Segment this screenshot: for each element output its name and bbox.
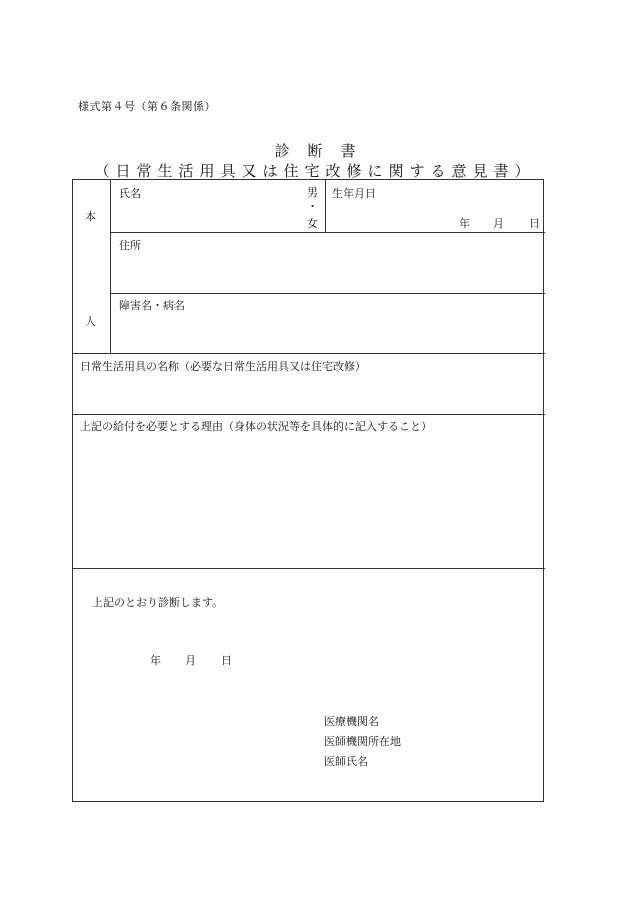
cert-year-label: 年	[150, 654, 161, 667]
certification-statement: 上記のとおり診断します。	[92, 596, 224, 609]
form-number: 様式第４号（第６条関係）	[78, 100, 216, 113]
row-divider-address	[110, 293, 545, 294]
address-label: 住所	[119, 239, 141, 252]
gender-female[interactable]: 女	[307, 217, 318, 230]
cert-day-label: 日	[221, 654, 232, 667]
name-label: 氏名	[119, 187, 141, 200]
row-divider-equipment	[73, 414, 545, 415]
doctor-name-label: 医師氏名	[324, 755, 368, 768]
disability-label: 障害名・病名	[119, 299, 185, 312]
row-divider-applicant	[73, 353, 545, 354]
equipment-label: 日常生活用具の名称（必要な日常生活用具又は住宅改修）	[80, 360, 366, 373]
name-birthdate-divider	[325, 180, 326, 233]
document-title: 診断書	[274, 142, 374, 160]
gender-male[interactable]: 男	[307, 186, 318, 199]
row-divider-name	[110, 232, 545, 233]
institution-address-label: 医師機関所在地	[324, 735, 401, 748]
document-subtitle: （日常生活用具又は住宅改修に関する意見書）	[94, 162, 536, 180]
birthdate-label: 生年月日	[332, 187, 376, 200]
cert-month-label: 月	[185, 654, 196, 667]
birth-day-label: 日	[529, 217, 540, 230]
applicant-label-top: 本	[85, 210, 96, 223]
applicant-label-bottom: 人	[85, 315, 96, 328]
birth-year-label: 年	[459, 217, 470, 230]
row-divider-reason	[73, 568, 545, 569]
form-table	[72, 179, 544, 802]
applicant-column-divider	[110, 180, 111, 353]
reason-label: 上記の給付を必要とする理由（身体の状況等を具体的に記入すること）	[80, 420, 432, 433]
gender-separator: ・	[307, 200, 318, 213]
institution-name-label: 医療機関名	[324, 715, 379, 728]
birth-month-label: 月	[493, 217, 504, 230]
